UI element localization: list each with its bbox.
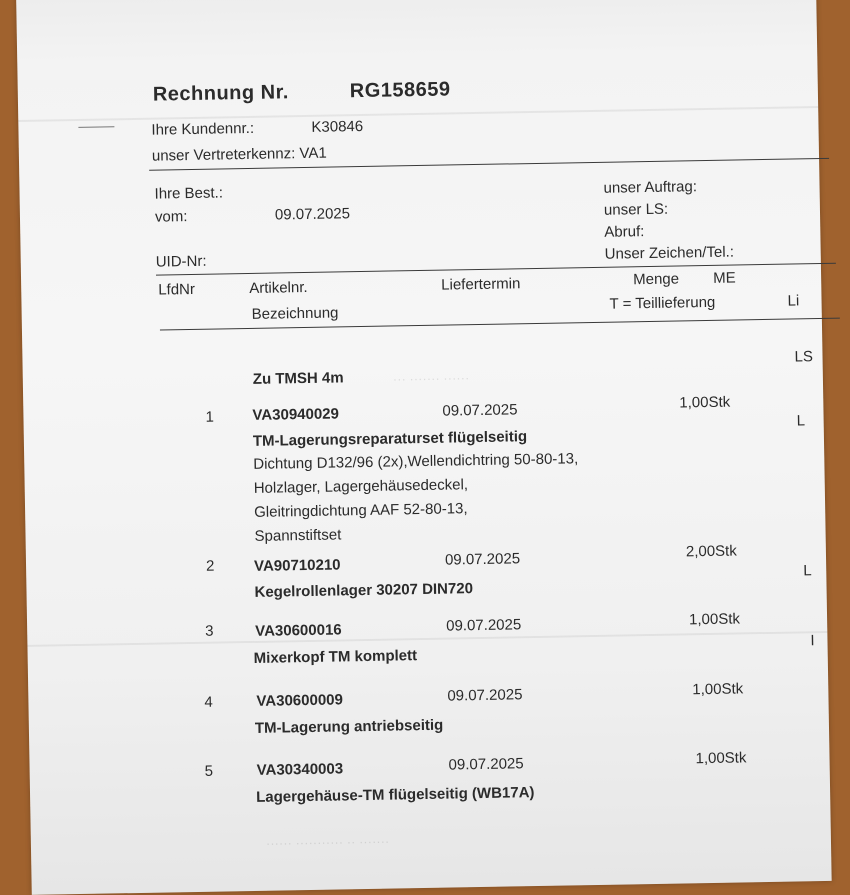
- col-partial: T = Teillieferung: [609, 293, 716, 313]
- col-qty: Menge: [633, 270, 680, 289]
- bleed-through-text: ······ ··········· ·· ·······: [265, 833, 390, 851]
- col-lfdnr: LfdNr: [158, 280, 196, 299]
- item-name: Mixerkopf TM komplett: [253, 647, 418, 667]
- item-name: Lagergehäuse-TM flügelseitig (WB17A): [255, 784, 535, 806]
- order-date: 09.07.2025: [274, 205, 351, 224]
- date-label: vom:: [154, 208, 188, 226]
- item-article: VA30340003: [256, 760, 344, 779]
- item-article: VA30940029: [252, 405, 340, 424]
- item-date: 09.07.2025: [444, 550, 521, 569]
- margin-mark: L: [803, 562, 812, 580]
- col-article: Artikelnr.: [249, 278, 308, 297]
- col-delivery: Liefertermin: [441, 275, 521, 294]
- margin-mark: LS: [794, 348, 814, 366]
- item-qty: 1,00Stk: [679, 393, 731, 412]
- item-detail: Dichtung D132/96 (2x),Wellendichtring 50-80-13,: [253, 450, 579, 473]
- your-order-label: Ihre Best.:: [154, 184, 224, 203]
- item-date: 09.07.2025: [447, 686, 523, 705]
- item-name: TM-Lagerung antriebseitig: [254, 716, 444, 737]
- item-name: TM-Lagerungsreparaturset flügelseitig: [252, 428, 528, 450]
- uid-label: UID-Nr:: [155, 252, 207, 271]
- item-article: VA30600016: [255, 621, 342, 640]
- call-label: Abruf:: [604, 223, 645, 241]
- item-qty: 1,00Stk: [695, 749, 747, 768]
- item-detail: Gleitringdichtung AAF 52-80-13,: [254, 500, 468, 521]
- item-number: 4: [204, 693, 213, 711]
- paper-fold: [18, 106, 818, 122]
- item-detail: Holzlager, Lagergehäusedeckel,: [253, 476, 469, 497]
- group-title: Zu TMSH 4m: [252, 369, 344, 388]
- paper-fold: [27, 631, 827, 650]
- col-cut: Li: [787, 292, 800, 310]
- item-article: VA30600009: [256, 691, 344, 710]
- bleed-through-text: ··· ······· ······: [392, 370, 470, 387]
- invoice-paper: [16, 0, 832, 895]
- item-qty: 2,00Stk: [685, 542, 737, 561]
- item-date: 09.07.2025: [446, 616, 522, 635]
- item-article: VA90710210: [253, 556, 341, 575]
- col-description: Bezeichnung: [251, 304, 339, 323]
- item-number: 2: [205, 557, 215, 575]
- item-number: 1: [205, 408, 214, 426]
- margin-mark: I: [810, 632, 815, 650]
- invoice-title: Rechnung Nr.: [152, 81, 290, 106]
- item-number: 5: [204, 762, 214, 780]
- our-order-label: unser Auftrag:: [603, 178, 698, 197]
- margin-mark: L: [796, 412, 806, 430]
- item-detail: Spannstiftset: [254, 526, 342, 545]
- margin-mark-line: [78, 126, 114, 128]
- customer-no: K30846: [311, 117, 364, 136]
- rep-label: unser Vertreterkennz: VA1: [151, 144, 327, 165]
- item-name: Kegelrollenlager 30207 DIN720: [254, 580, 474, 601]
- sign-label: Unser Zeichen/Tel.:: [604, 243, 735, 263]
- item-qty: 1,00Stk: [692, 680, 744, 699]
- item-date: 09.07.2025: [448, 755, 524, 774]
- item-number: 3: [205, 622, 214, 640]
- invoice-number: RG158659: [349, 78, 451, 103]
- col-unit: ME: [712, 269, 736, 287]
- our-ls-label: unser LS:: [603, 200, 669, 219]
- customer-no-label: Ihre Kundennr.:: [151, 119, 255, 139]
- item-date: 09.07.2025: [442, 401, 518, 420]
- item-qty: 1,00Stk: [688, 610, 741, 629]
